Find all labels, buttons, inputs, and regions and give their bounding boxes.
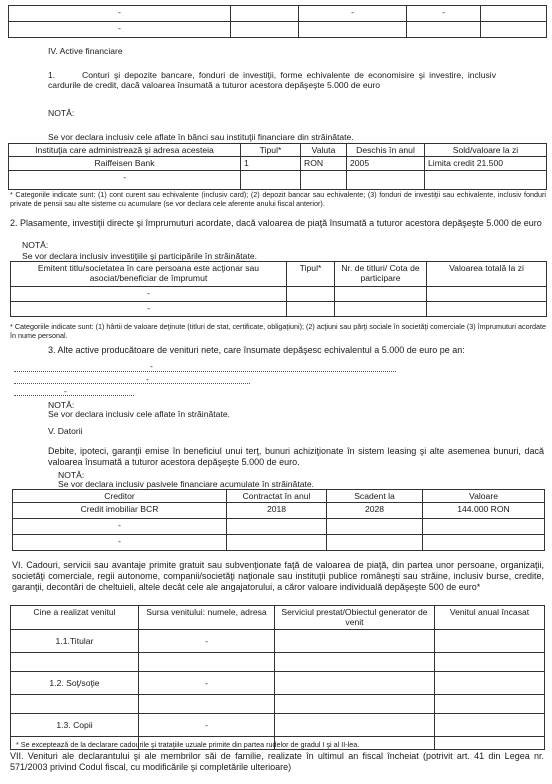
table-row: -	[13, 535, 545, 551]
top-cell: -	[9, 22, 231, 38]
dash: -	[64, 386, 67, 396]
nota-label: NOTĂ:	[58, 470, 85, 480]
table-row: -	[11, 302, 547, 317]
debts-table	[12, 489, 545, 551]
col-header: Cine a realizat venitul	[11, 606, 139, 630]
table-row: Credit imobiliar BCR 2018 2028 144.000 RON	[13, 503, 545, 519]
section-4-title: IV. Active financiare	[48, 46, 123, 56]
table-row: -	[13, 519, 545, 535]
section-4-item3: 3. Alte active producătoare de venituri nete, care însumate depăşesc echivalentul a 5.000 de euro pe an:	[48, 345, 465, 355]
col-header: Tipul*	[287, 262, 335, 287]
table-row: -	[11, 287, 547, 302]
col-header: Tipul*	[241, 144, 301, 157]
top-cell: -	[407, 6, 481, 22]
note-text: Se vor declara inclusiv investiţiile şi participările în străinătate.	[22, 251, 257, 261]
col-header: Valoare	[423, 490, 545, 503]
table-row: Raiffeisen Bank 1 RON 2005 Limita credit 21.500	[9, 157, 547, 170]
top-cell: -	[299, 6, 407, 22]
item-text: Conturi şi depozite bancare, fonduri de investiţii, forme echivalente de economisire şi investire, inclusiv cardurile de credit, dacă valoarea însumată a tuturor acestora depăşeşte 5.000 de euro	[48, 70, 496, 91]
table-row: -	[9, 170, 547, 189]
col-header: Deschis în anul	[347, 144, 425, 157]
nota-label: NOTĂ:	[22, 240, 49, 250]
col-header: Serviciul prestat/Obiectul generator de venit	[275, 606, 435, 630]
section-7-text: VII. Venituri ale declarantului şi ale membrilor săi de familie, realizate în ultimul an fiscal încheiat (potrivit art. 41 din Legea nr. 571/2003 privind Codul fiscal, cu modificările şi completările ulterioare)	[10, 751, 544, 772]
section-5-title: V. Datorii	[48, 426, 83, 436]
col-header: Emitent titlu/societatea în care persoana este acţionar sau asociat/beneficiar de împrumut	[11, 262, 287, 287]
investments-table	[10, 261, 547, 317]
col-header: Valuta	[301, 144, 347, 157]
note-text: Se vor declara inclusiv cele aflate în bănci sau instituţii financiare din străinătate.	[48, 132, 354, 142]
col-header: Nr. de titluri/ Cota de participare	[335, 262, 427, 287]
col-header: Valoarea totală la zi	[427, 262, 547, 287]
note-text: Se vor declara inclusiv pasivele financiare acumulate în străinătate.	[58, 479, 315, 489]
col-header: Contractat în anul	[227, 490, 327, 503]
footnote: * Se exceptează de la declarare cadourile şi trataţiile uzuale primite din partea rudelor de gradul I şi al II-lea.	[16, 740, 360, 749]
dash: -	[150, 361, 153, 371]
table-row: 1.1.Titular -	[11, 629, 545, 652]
item-number: 1.	[48, 70, 56, 80]
col-header: Scadent la	[327, 490, 423, 503]
col-header: Sold/valoare la zi	[425, 144, 547, 157]
col-header: Sursa venitului: numele, adresa	[139, 606, 275, 630]
col-header: Venitul anual încasat	[435, 606, 545, 630]
dash: -	[146, 374, 149, 384]
section-5-text: Debite, ipoteci, garanţii emise în beneficiul unui terţ, bunuri achiziţionate în sistem leasing şi alte asemenea bunuri, dacă valoarea însumată a tuturor acestora depăşeşte 5.000 de euro.	[48, 446, 544, 467]
table-row: 1.3. Copii -	[11, 713, 545, 736]
footnote: * Categoriile indicate sunt: (1) cont curent sau echivalente (inclusiv card); (2) depozit bancar sau echivalente; (3) fonduri de investiţii sau echivalente, inclusiv fonduri private de pensii sau alte sisteme cu acumulare (se vor declara cele aferente anului fiscal anterior).	[10, 190, 546, 208]
section-4-item2: 2. Plasamente, investiţii directe şi împrumuturi acordate, dacă valoarea de piaţă însumată a tuturor acestora depăşeşte 5.000 de euro	[10, 218, 542, 228]
nota-label: NOTĂ:	[48, 400, 75, 410]
gifts-table	[10, 605, 545, 750]
section-4-item1	[48, 70, 496, 91]
section-6-text: VI. Cadouri, servicii sau avantaje primite gratuit sau subvenţionate faţă de valoarea de piaţă, din partea unor persoane, organizaţii, societăţi comerciale, regii autonome, companii/societăţi naţionale sau instituţii publice româneşti sau străine, inclusiv burse, credite, garanţii, decontări de cheltuieli, altele decât cele ale angajatorului, a căror valoare individuală depăşeşte 500 de euro*	[12, 560, 544, 592]
top-table	[8, 5, 547, 38]
note-text: Se vor declara inclusiv cele aflate în străinătate.	[48, 409, 230, 419]
bank-accounts-table	[8, 143, 547, 190]
col-header: Creditor	[13, 490, 227, 503]
nota-label: NOTĂ:	[48, 108, 75, 118]
top-cell: -	[9, 6, 231, 22]
col-header: Instituţia care administrează şi adresa acesteia	[9, 144, 241, 157]
table-row: 1.2. Soţ/soţie -	[11, 671, 545, 694]
footnote: * Categoriile indicate sunt: (1) hârtii de valoare deţinute (titluri de stat, certificate, obligaţiuni); (2) acţiuni sau părţi sociale în societăţi comerciale (3) împrumuturi acordate în nume personal.	[10, 322, 546, 340]
